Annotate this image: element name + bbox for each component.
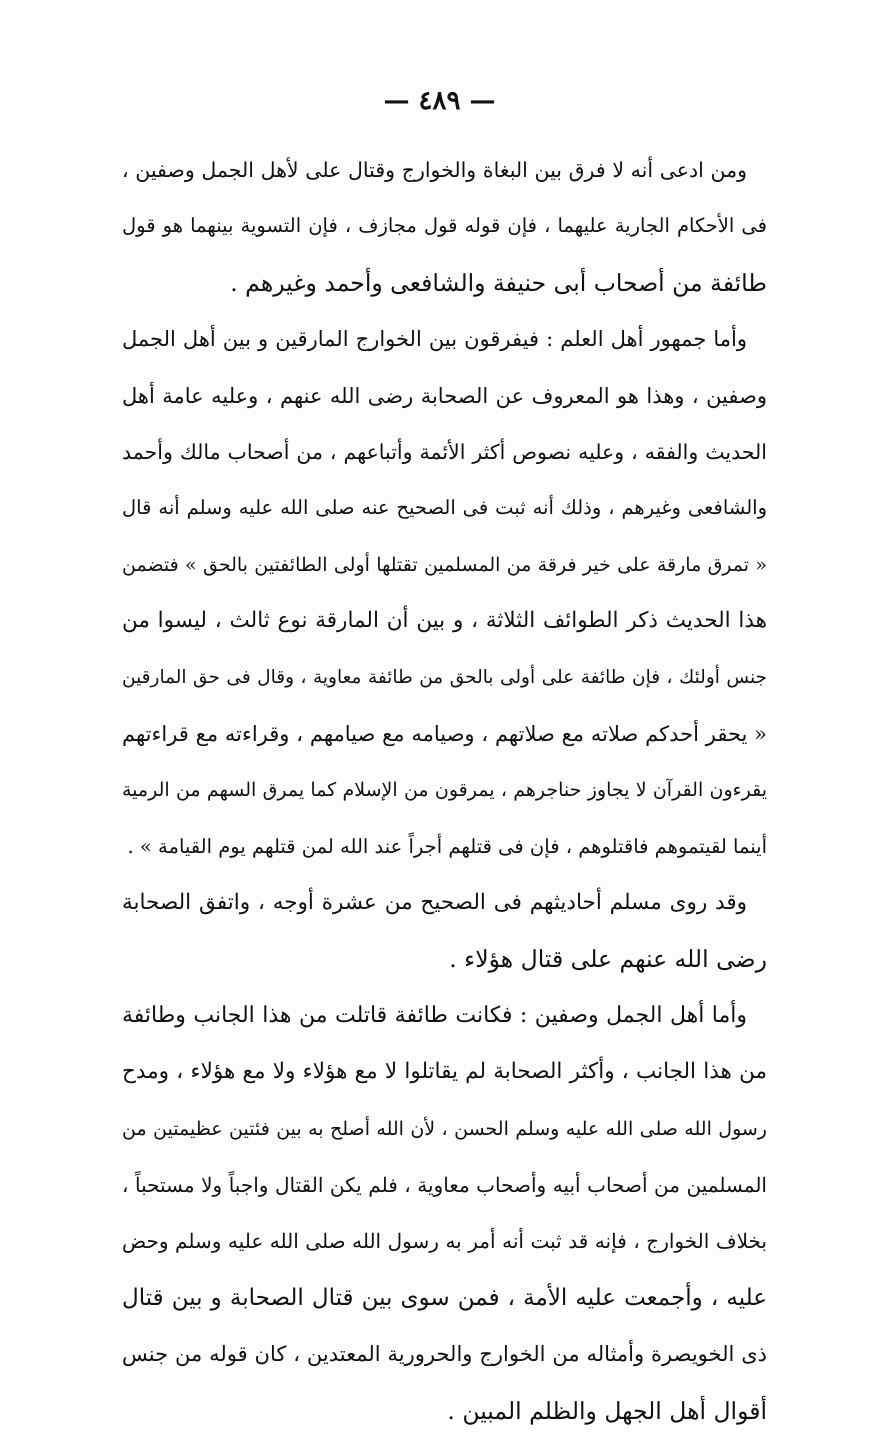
text-line: وأما أهل الجمل وصفين : فكانت طائفة قاتلت من هذا الجانب وطائفة xyxy=(122,1002,747,1028)
text-line: وصفين ، وهذا هو المعروف عن الصحابة رضى الله عنهم ، وعليه عامة أهل xyxy=(122,383,767,408)
text-line: وأما جمهور أهل العلم : فيفرقون بين الخوارج المارقين و بين أهل الجمل xyxy=(122,327,747,352)
text-line: الحديث والفقه ، وعليه نصوص أكثر الأئمة وأتباعهم ، من أصحاب مالك وأحمد xyxy=(122,439,767,464)
text-line: المسلمين من أصحاب أبيه وأصحاب معاوية ، فلم يكن القتال واجباً ولا مستحباً ، xyxy=(122,1173,767,1198)
text-line: من هذا الجانب ، وأكثر الصحابة لم يقاتلوا لا مع هؤلاء ولا مع هؤلاء ، ومدح xyxy=(122,1059,767,1085)
text-line: فى الأحكام الجارية عليهما ، فإن قوله قول مجازف ، فإن التسوية بينهما هو قول xyxy=(122,214,767,238)
text-line: جنس أولئك ، فإن طائفة على أولى بالحق من طائفة معاوية ، وقال فى حق المارقين xyxy=(122,666,767,688)
text-line: أينما لقيتموهم فاقتلوهم ، فإن فى قتلهم أجراً عند الله لمن قتلهم يوم القيامة » . xyxy=(127,834,767,858)
text-line: ومن ادعى أنه لا فرق بين البغاة والخوارج وقتال على لأهل الجمل وصفين ، xyxy=(122,158,747,182)
paragraph-3 xyxy=(122,875,767,988)
text-line: بخلاف الخوارج ، فإنه قد ثبت أنه أمر به رسول الله صلى الله عليه وسلم وحض xyxy=(122,1229,767,1254)
text-line: وقد روى مسلم أحاديثهم فى الصحيح من عشرة أوجه ، واتفق الصحابة xyxy=(122,890,747,916)
page-number: — ٤٨٩ — xyxy=(383,86,496,116)
text-line: رضى الله عنهم على قتال هؤلاء . xyxy=(449,945,767,974)
text-line: والشافعى وغيرهم ، وذلك أنه ثبت فى الصحيح عنه صلى الله عليه وسلم أنه قال xyxy=(122,496,767,520)
text-line: عليه ، وأجمعت عليه الأمة ، فمن سوى بين قتال الصحابة و بين قتال xyxy=(122,1284,767,1311)
paragraph-2 xyxy=(122,311,767,875)
paragraph-1 xyxy=(122,142,767,311)
text-line: ذى الخويصرة وأمثاله من الخوارج والحرورية المعتدين ، كان قوله من جنس xyxy=(122,1342,767,1367)
text-line: طائفة من أصحاب أبى حنيفة والشافعى وأحمد وغيرهم . xyxy=(230,268,767,297)
text-line: أقوال أهل الجهل والظلم المبين . xyxy=(447,1396,767,1425)
text-line: « تمرق مارقة على خير فرقة من المسلمين تقتلها أولى الطائفتين بالحق » فتضمن xyxy=(122,553,767,576)
text-line: رسول الله صلى الله عليه وسلم الحسن ، لأن الله أصلح به بين فئتين عظيمتين من xyxy=(122,1117,767,1140)
text-line: هذا الحديث ذكر الطوائف الثلاثة ، و بين أن المارقة نوع ثالث ، ليسوا من xyxy=(122,608,767,634)
body-text xyxy=(122,142,767,1439)
paragraph-4 xyxy=(122,988,767,1439)
text-line: يقرءون القرآن لا يجاوز حناجرهم ، يمرقون من الإسلام كما يمرق السهم من الرمية xyxy=(122,779,767,802)
text-line: « يحقر أحدكم صلاته مع صلاتهم ، وصيامه مع صيامهم ، وقراءته مع قراءتهم xyxy=(122,721,767,746)
